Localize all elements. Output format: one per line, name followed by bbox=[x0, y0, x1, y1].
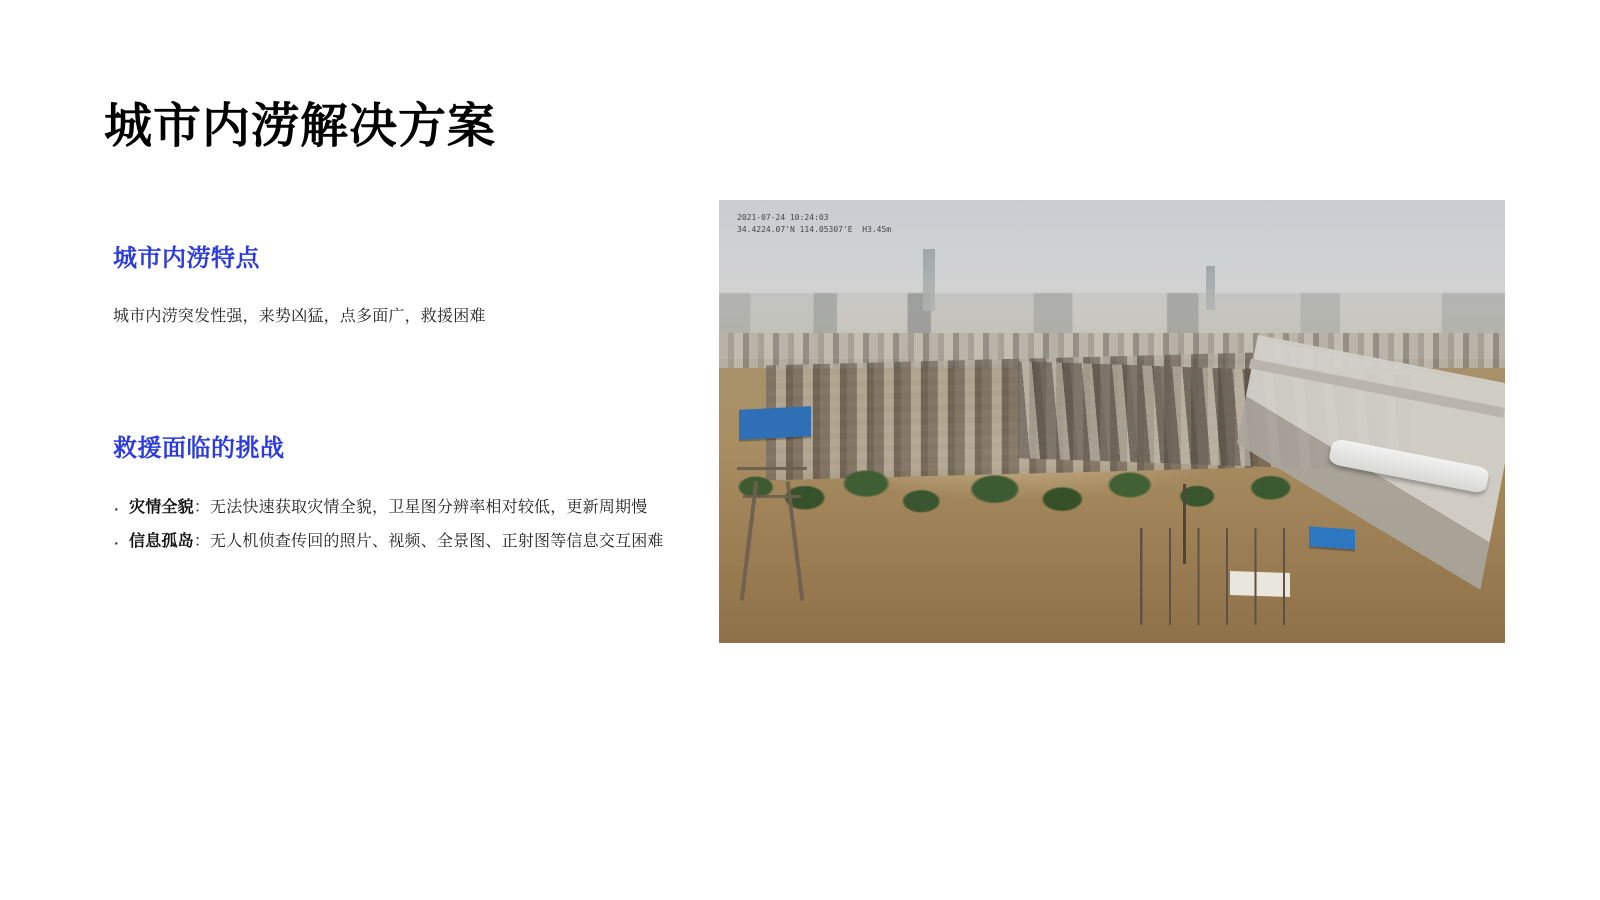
bullet-term: 信息孤岛 bbox=[129, 532, 194, 550]
photo-utility-poles bbox=[1128, 528, 1332, 625]
bullet-term: 灾情全貌 bbox=[129, 499, 194, 517]
bullet-text: 无人机侦查传回的照片、视频、全景图、正射图等信息交互困难 bbox=[210, 532, 664, 550]
bullet-separator: ： bbox=[193, 532, 211, 550]
photo-timestamp-overlay bbox=[737, 212, 891, 236]
photo-highrise-secondary bbox=[1206, 266, 1215, 310]
pylon-leg-left bbox=[739, 482, 758, 602]
photo-overlay-line-2: 34.4224.07'N 114.05307'E H3.45m bbox=[737, 225, 892, 234]
section-spacer bbox=[113, 330, 713, 428]
page-title: 城市内涝解决方案 bbox=[104, 100, 497, 153]
bullet-text: 无法快速获取灾情全貌，卫星图分辨率相对较低，更新周期慢 bbox=[210, 499, 648, 517]
section-paragraph-features: 城市内涝突发性强，来势凶猛，点多面广，救援困难 bbox=[113, 308, 486, 325]
list-item bbox=[113, 493, 713, 523]
content-column bbox=[113, 238, 713, 560]
photo-highrise bbox=[923, 249, 935, 311]
section-heading-features: 城市内涝特点 bbox=[113, 245, 260, 272]
aerial-flood-photo bbox=[719, 200, 1505, 643]
bullet-separator: ： bbox=[193, 499, 211, 517]
pylon-crossarm-upper bbox=[737, 467, 807, 470]
photo-transmission-pylon bbox=[743, 461, 801, 601]
photo-overlay-line-1: 2021-07-24 10:24:03 bbox=[737, 213, 829, 222]
photo-antenna-mast bbox=[1183, 484, 1186, 564]
challenges-list bbox=[113, 493, 713, 556]
list-item bbox=[113, 527, 713, 557]
photo-blue-roof bbox=[739, 406, 811, 440]
section-heading-challenges: 救援面临的挑战 bbox=[113, 435, 285, 463]
